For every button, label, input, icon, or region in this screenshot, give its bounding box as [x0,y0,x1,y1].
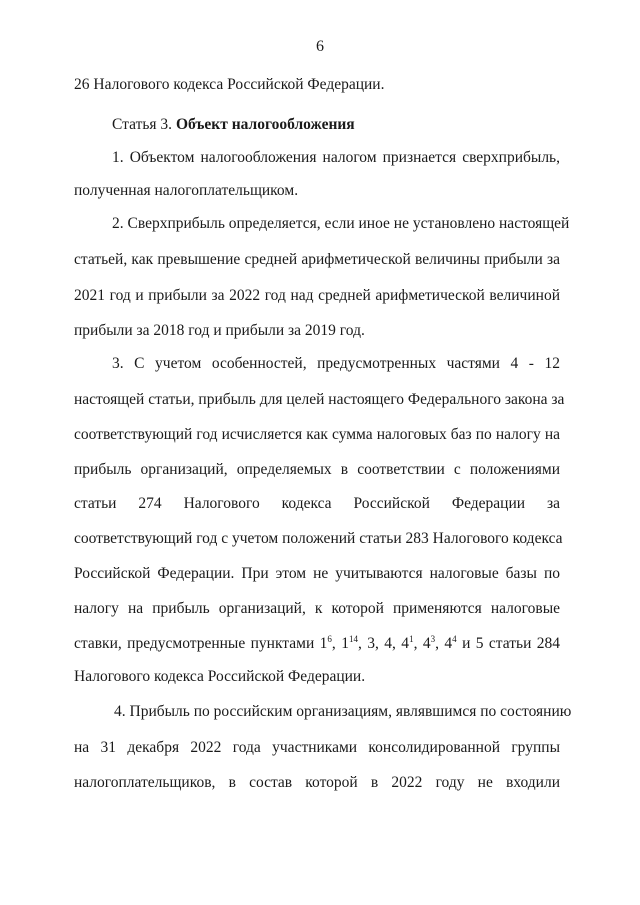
paragraph-3-line: статьи 274 Налогового кодекса Российской Федерации за [74,495,560,512]
paragraph-3-line: прибыль организаций, определяемых в соответствии с положениями [74,461,560,478]
text-line: 26 Налогового кодекса Российской Федерации. [74,76,385,93]
superscript: 3 [430,634,436,644]
paragraph-4-line: налогоплательщиков, в состав которой в 2022 году не входили [74,774,560,791]
text-fragment: , 3, 4, 4 [357,635,410,652]
superscript: 1 [409,634,414,644]
paragraph-2-line: прибыли за 2018 год и прибыли за 2019 год. [74,322,365,339]
paragraph-3-line-with-superscripts [74,634,560,654]
paragraph-3-line: Налогового кодекса Российской Федерации. [74,668,366,685]
paragraph-3-line: 3. С учетом особенностей, предусмотренных частями 4 - 12 [112,355,560,372]
paragraph-3-line: налогу на прибыль организаций, к которой применяются налоговые [74,600,560,617]
article-number: Статья 3. [112,116,176,133]
superscript: 6 [327,634,332,644]
paragraph-2-line: статьей, как превышение средней арифметической величины прибыли за [74,251,560,268]
text-fragment: и 5 статьи 284 [456,635,561,652]
paragraph-4-line: 4. Прибыль по российским организациям, являвшимся по состоянию [114,703,572,720]
paragraph-3-line: настоящей статьи, прибыль для целей настоящего Федерального закона за [74,391,565,408]
page-number: 6 [316,38,324,55]
text-fragment: , 1 [331,635,349,652]
text-fragment: , 4 [413,635,431,652]
paragraph-2-line: 2021 год и прибыли за 2022 год над средней арифметической величиной [74,287,560,304]
paragraph-3-line: соответствующий год с учетом положений статьи 283 Налогового кодекса [74,530,563,547]
paragraph-1-line: полученная налогоплательщиком. [74,182,299,199]
text-fragment: , 4 [435,635,453,652]
text-fragment: ставки, предусмотренные пунктами 1 [74,635,328,652]
superscript: 14 [348,634,358,644]
article-heading [112,115,560,135]
article-title: Объект налогообложения [175,116,355,133]
paragraph-3-line: соответствующий год исчисляется как сумма налоговых баз по налогу на [74,426,560,443]
paragraph-2-line: 2. Сверхприбыль определяется, если иное не установлено настоящей [112,215,570,232]
paragraph-1-line: 1. Объектом налогообложения налогом признается сверхприбыль, [112,149,560,166]
superscript: 4 [452,634,457,644]
paragraph-4-line: на 31 декабря 2022 года участниками консолидированной группы [74,739,560,756]
paragraph-3-line: Российской Федерации. При этом не учитываются налоговые базы по [74,565,560,582]
